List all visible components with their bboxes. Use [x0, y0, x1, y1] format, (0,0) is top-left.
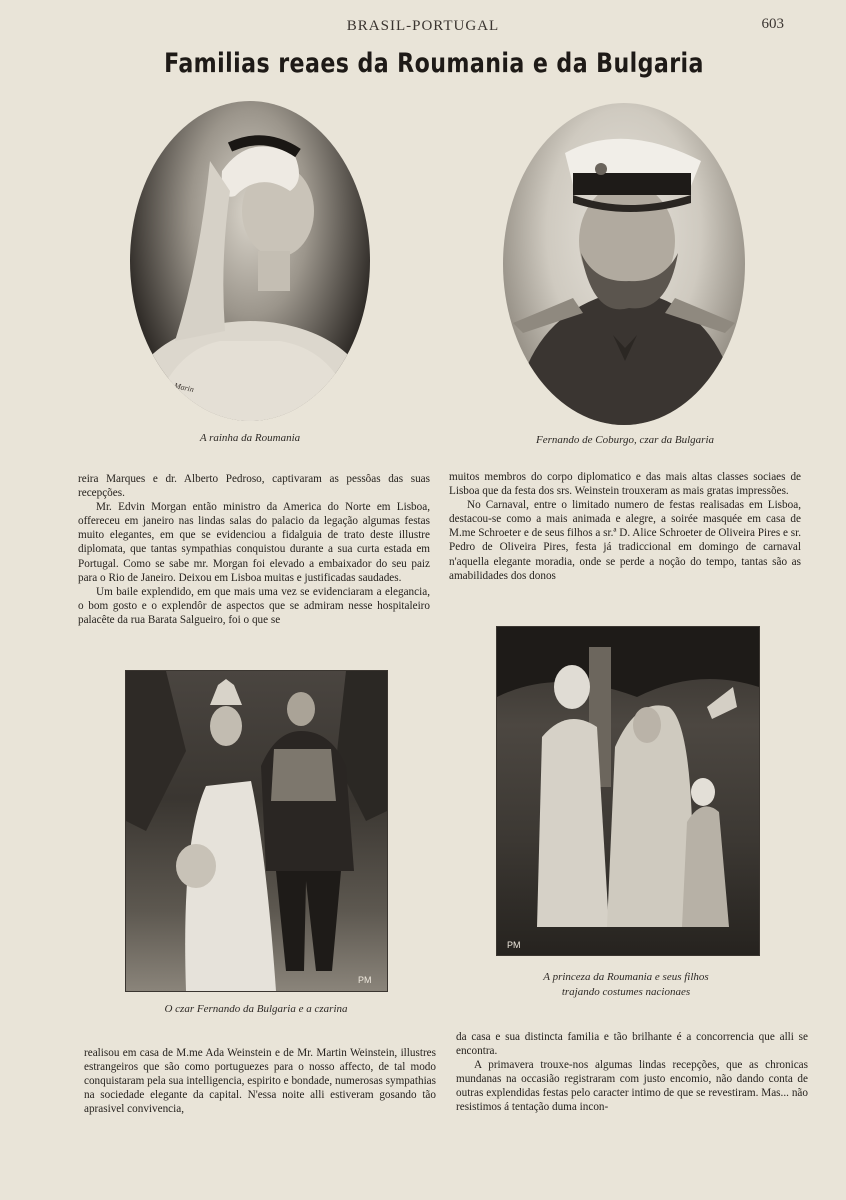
paragraph: No Carnaval, entre o limitado numero de festas realisadas em Lisboa, destacou-se como a mais animada e alegre, a soirée masquée em casa de M.me Schroeter e de seus filhos a sr.ª D. Alice Schroeter de Oliveira Pires e sr. Pedro de Oliveira Pires, festa já tradiccional em domingo de carnaval n'aquella elegante moradia, onde se perde a noção do tempo, tantas são as amabilidades dos donos — [449, 499, 801, 582]
page-number: 603 — [761, 16, 784, 32]
czar-and-czarina-photo — [125, 670, 388, 992]
ferdinand-portrait-illustration — [503, 103, 745, 425]
running-head: BRASIL-PORTUGAL — [346, 18, 500, 34]
princess-caption-line-2: trajando costumes nacionaes — [561, 986, 691, 998]
text-column-top-right — [449, 470, 801, 583]
paragraph: Um baile explendido, em que mais uma vez se evidenciaram a elegancia, o bom gosto e o explendôr de aspectos que se admiram nesse hospitaleiro palacête da rua Barata Salgueiro, foi o que se — [78, 585, 430, 626]
czar-czarina-illustration — [126, 671, 387, 991]
ferdinand-caption: Fernando de Coburgo, czar da Bulgaria — [535, 434, 715, 446]
queen-caption: A rainha da Roumania — [199, 432, 301, 444]
paragraph: reira Marques e dr. Alberto Pedroso, captivaram as pessôas das suas recepções. — [78, 473, 430, 500]
text-column-top-left — [78, 472, 430, 627]
princess-caption — [486, 970, 766, 1000]
czar-czarina-caption: O czar Fernando da Bulgaria e a czarina — [164, 1003, 348, 1015]
paragraph: A primavera trouxe-nos algumas lindas recepções, que as chronicas mundanas na occasião registraram com justo encomio, não dando conta de outras explendidas festas pelo caracter intimo de que se revestiram. Mas... não resistimos á tentação duma incon- — [456, 1059, 808, 1114]
text-column-bottom-left — [84, 1046, 436, 1116]
text-column-bottom-right — [456, 1030, 808, 1115]
paragraph: realisou em casa de M.me Ada Weinstein e de Mr. Martin Weinstein, illustres estrangeiros que são como portuguezes para o nosso affecto, de tal modo conquistaram pela sua intelligencia, espirito e bondade, numerosas sympathias na sociedade elegante da capital. N'essa noite alli estiveram gosando tão aprasivel convivencia, — [84, 1047, 436, 1116]
photographer-mark: PM — [358, 975, 372, 985]
paragraph: muitos membros do corpo diplomatico e das mais altas classes sociaes de Lisboa que da festa dos srs. Weinstein trouxeram as mais gratas impressões. — [449, 471, 801, 498]
paragraph: Mr. Edvin Morgan então ministro da America do Norte em Lisboa, offereceu em janeiro nas lindas salas do palacio da legação algumas festas muito elegantes, em que se evidenciou a fidalguia de trato deste illustre diplomata, que tantas sympathias conquistou durante a sua curta estada em Portugal. Como se sabe mr. Morgan foi elevado a embaixador do seu paiz para o Rio de Janeiro. Deixou em Lisboa muitas e justificadas saudades. — [78, 501, 430, 584]
paragraph: da casa e sua distincta familia e tão brilhante é a concorrencia que alli se encontra. — [456, 1031, 808, 1058]
photographer-mark: PM — [507, 940, 521, 950]
ferdinand-coburg-photo — [503, 103, 745, 425]
queen-of-romania-photo — [130, 101, 370, 421]
queen-photo-signature: Marin — [173, 381, 195, 394]
article-title: Familias reaes da Roumania e da Bulgaria — [164, 48, 704, 79]
queen-portrait-illustration — [130, 101, 370, 421]
princess-caption-line-1: A princeza da Roumania e seus filhos — [543, 971, 709, 983]
princess-children-illustration — [497, 627, 759, 955]
princess-and-children-photo — [496, 626, 760, 956]
